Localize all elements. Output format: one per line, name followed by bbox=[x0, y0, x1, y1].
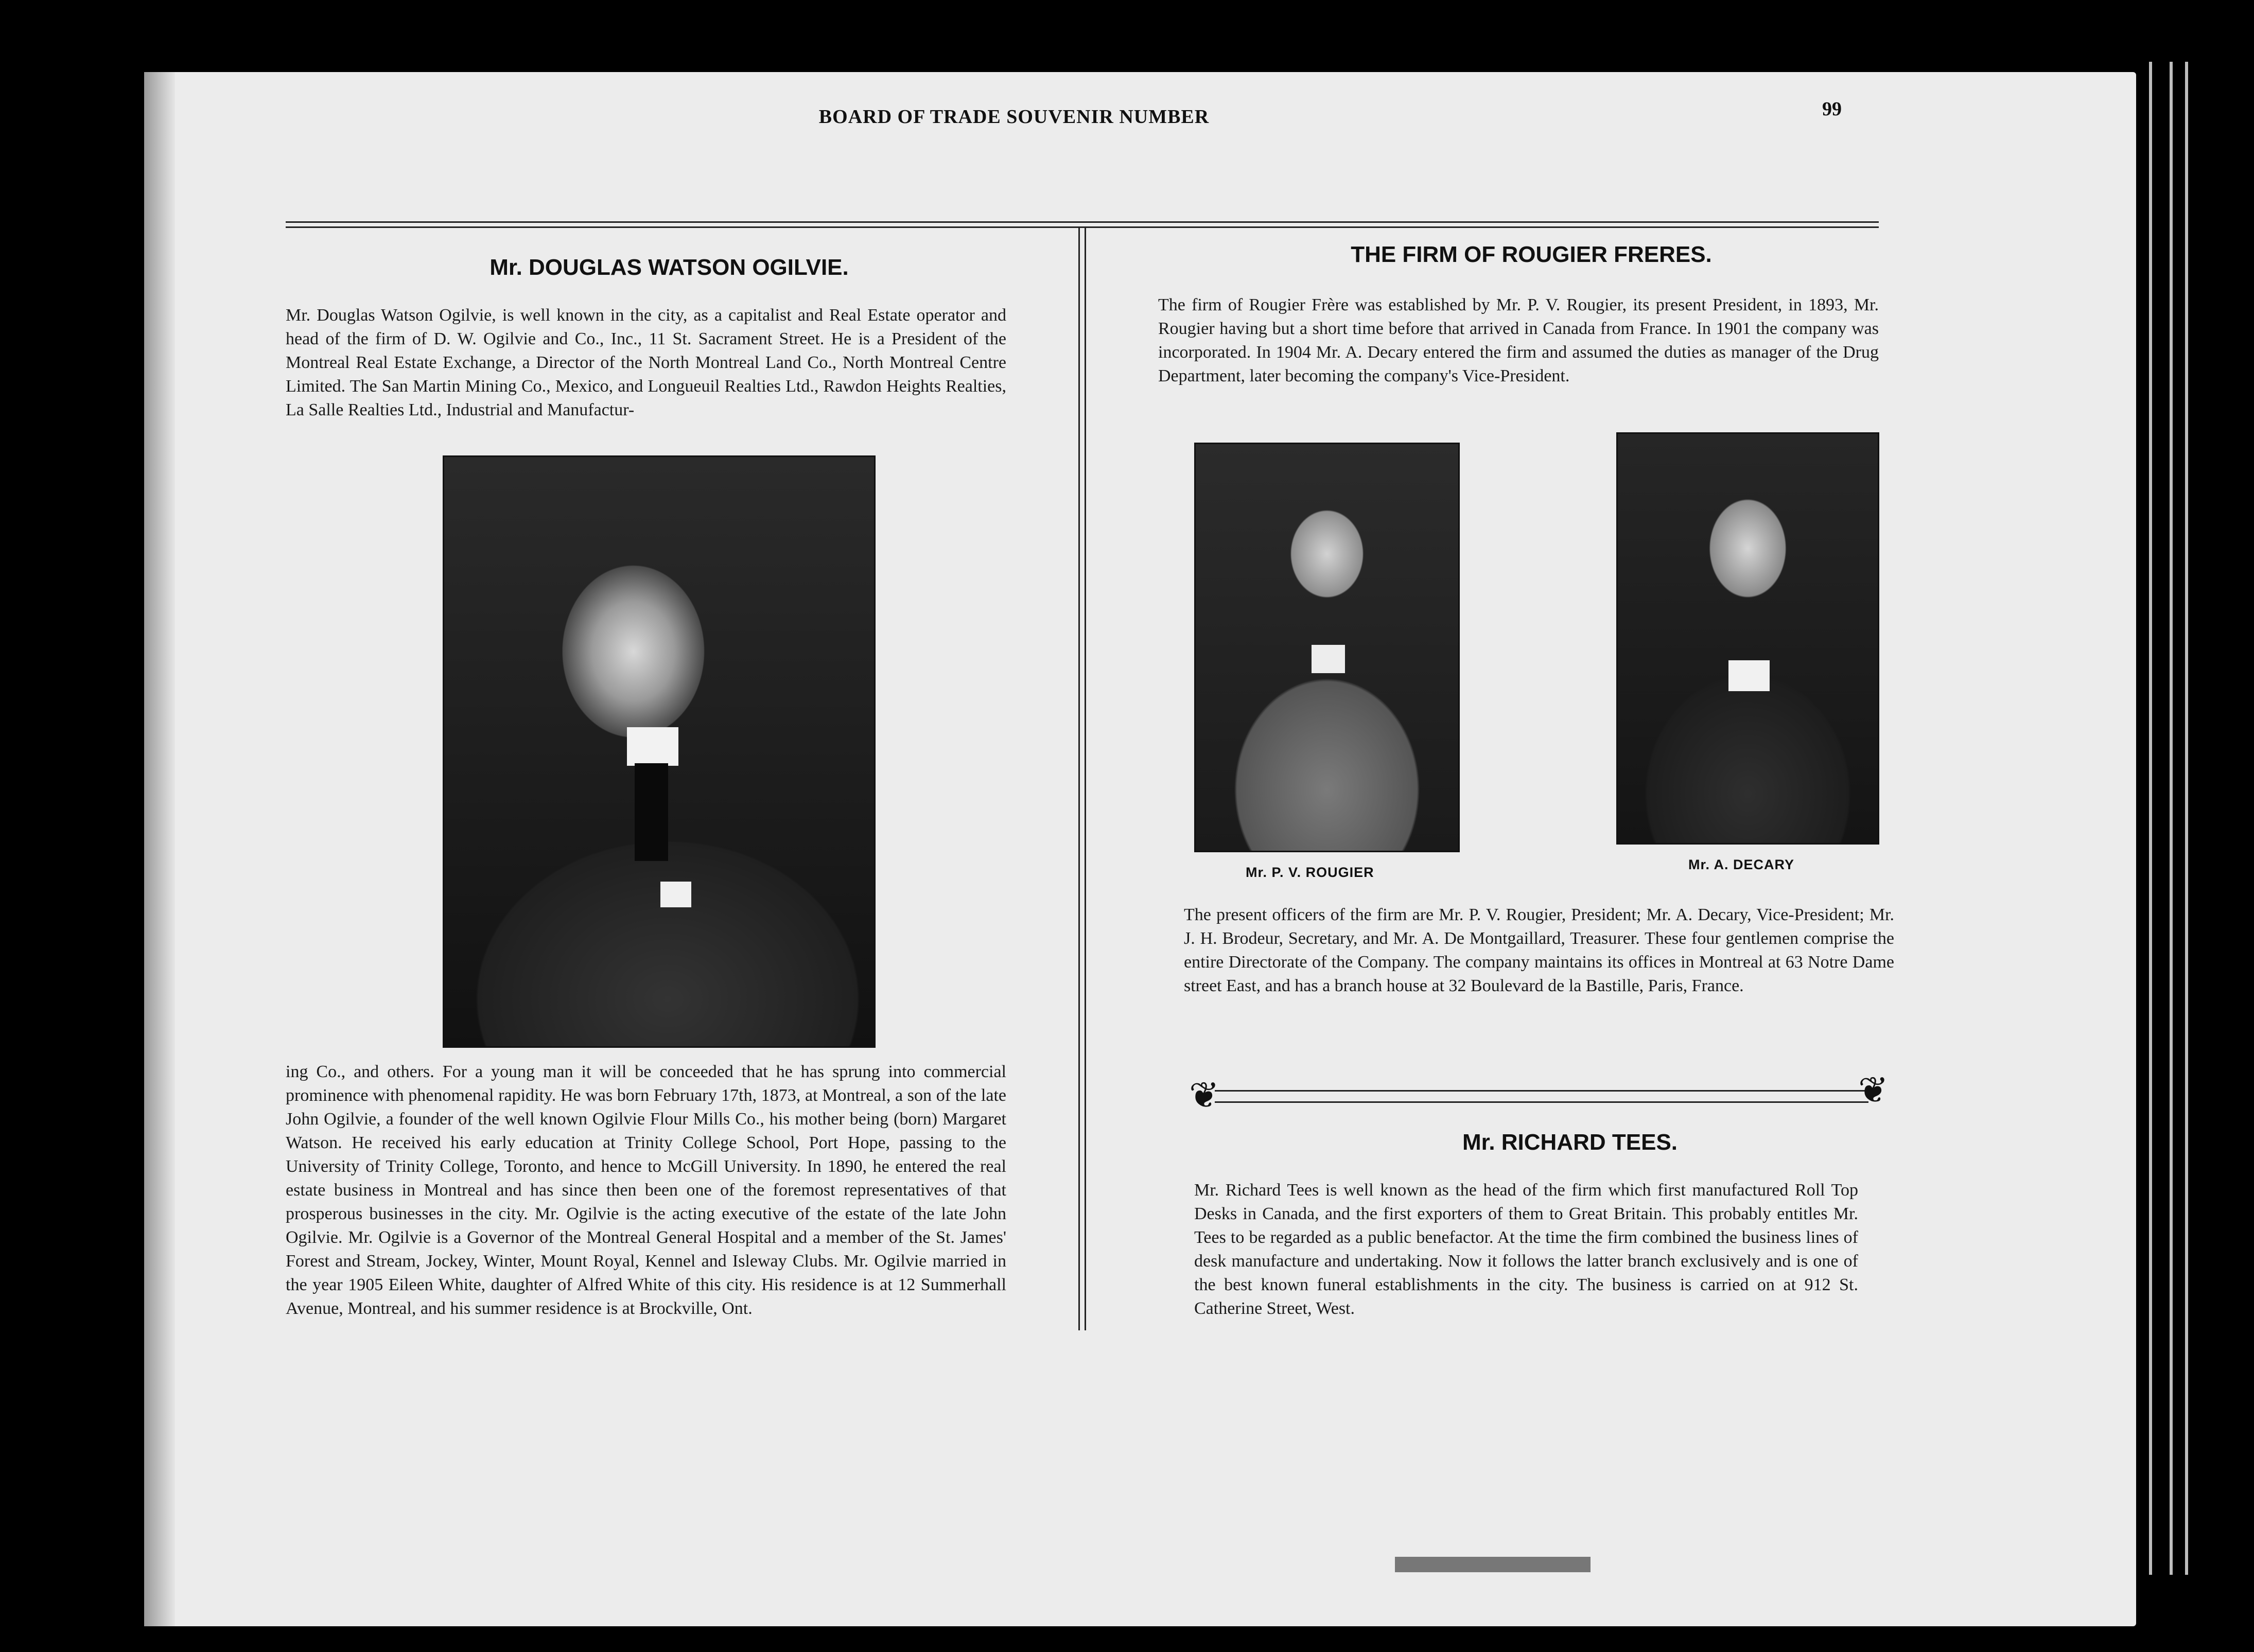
header-rule bbox=[286, 226, 1879, 228]
ornament-rule bbox=[1215, 1090, 1868, 1092]
header-rule bbox=[286, 221, 1879, 223]
running-title: BOARD OF TRADE SOUVENIR NUMBER bbox=[818, 106, 1210, 128]
decary-portrait bbox=[1616, 432, 1879, 845]
ogilvie-portrait bbox=[443, 455, 876, 1048]
page-edge bbox=[2170, 62, 2173, 1575]
rougier-caption: Mr. P. V. ROUGIER bbox=[1246, 865, 1374, 880]
fleuron-right-icon: ❦ bbox=[1858, 1071, 1889, 1111]
rougier-paragraph-2: The present officers of the firm are Mr. P. V. Rougier, President; Mr. A. Decary, Vice-President; Mr. J. H. Brodeur, Secretary, and Mr. A. De Montgaillard, Treasurer. These four gentlemen comprise the entire Directorate of the Company. The company maintains its offices in Montreal at 63 Notre Dame street East, and has a branch house at 32 Boulevard de la Bastille, Paris, France. bbox=[1184, 905, 1894, 995]
column-divider bbox=[1085, 226, 1086, 1330]
decary-caption: Mr. A. DECARY bbox=[1688, 857, 1795, 872]
ogilvie-paragraph-1: Mr. Douglas Watson Ogilvie, is well known in the city, as a capitalist and Real Estate operator and head of the firm of D. W. Ogilvie and Co., Inc., 11 St. Sacrament Street. He is a President of the Montreal Real Estate Exchange, a Director of the North Montreal Land Co., North Montreal Centre Limited. The San Martin Mining Co., Mexico, and Longueuil Realties Ltd., Rawdon Heights Realties, La Salle Realties Ltd., Industrial and Manufactur- bbox=[286, 306, 1006, 419]
rougier-title: THE FIRM OF ROUGIER FRERES. bbox=[1351, 242, 1712, 267]
ornament-rule bbox=[1215, 1101, 1868, 1103]
tab-strip bbox=[1395, 1557, 1591, 1572]
rougier-paragraph-1: The firm of Rougier Frère was established by Mr. P. V. Rougier, its present President, in 1893, Mr. Rougier having but a short time before that arrived in Canada from France. In 1901 the company was incorporated. In 1904 Mr. A. Decary entered the firm and assumed the duties as manager of the Drug Department, later becoming the company's Vice-President. bbox=[1158, 295, 1879, 385]
fleuron-left-icon: ❦ bbox=[1189, 1076, 1219, 1116]
ogilvie-title: Mr. DOUGLAS WATSON OGILVIE. bbox=[490, 255, 849, 280]
page-edge bbox=[2185, 62, 2188, 1575]
tees-title: Mr. RICHARD TEES. bbox=[1462, 1130, 1678, 1155]
tees-paragraph-1: Mr. Richard Tees is well known as the head of the firm which first manufactured Roll Top Desks in Canada, and the first exporters of them to Great Britain. This probably entitles Mr. Tees to be regarded as a public benefactor. At the time the firm combined the business lines of desk manufacture and undertaking. Now it follows the latter branch exclusively and is one of the best known funeral establishments in the city. The business is carried on at 912 St. Catherine Street, West. bbox=[1194, 1181, 1858, 1318]
rougier-portrait bbox=[1194, 443, 1460, 852]
column-divider bbox=[1078, 226, 1080, 1330]
page-edge bbox=[2149, 62, 2152, 1575]
ogilvie-paragraph-2: ing Co., and others. For a young man it will be conceeded that he has sprung into commercial prominence with phenomenal rapidity. He was born February 17th, 1873, at Montreal, a son of the late John Ogilvie, a founder of the well known Ogilvie Flour Mills Co., his mother being (born) Margaret Watson. He received his early education at Trinity College School, Port Hope, passing to the University of Trinity College, Toronto, and hence to McGill University. In 1890, he entered the real estate business in Montreal and has since then been one of the foremost representatives of that prosperous businesses in the city. Mr. Ogilvie is the acting executive of the estate of the late John Ogilvie. Mr. Ogilvie is a Governor of the Montreal General Hospital and a member of the St. James' Forest and Stream, Jockey, Winter, Mount Royal, Kennel and Isleway Clubs. Mr. Ogilvie married in the year 1905 Eileen White, daughter of Alfred White of this city. His residence is at 12 Summerhall Avenue, Montreal, and his summer residence is at Brockville, Ont. bbox=[286, 1062, 1006, 1318]
page-number: 99 bbox=[1822, 98, 1842, 120]
